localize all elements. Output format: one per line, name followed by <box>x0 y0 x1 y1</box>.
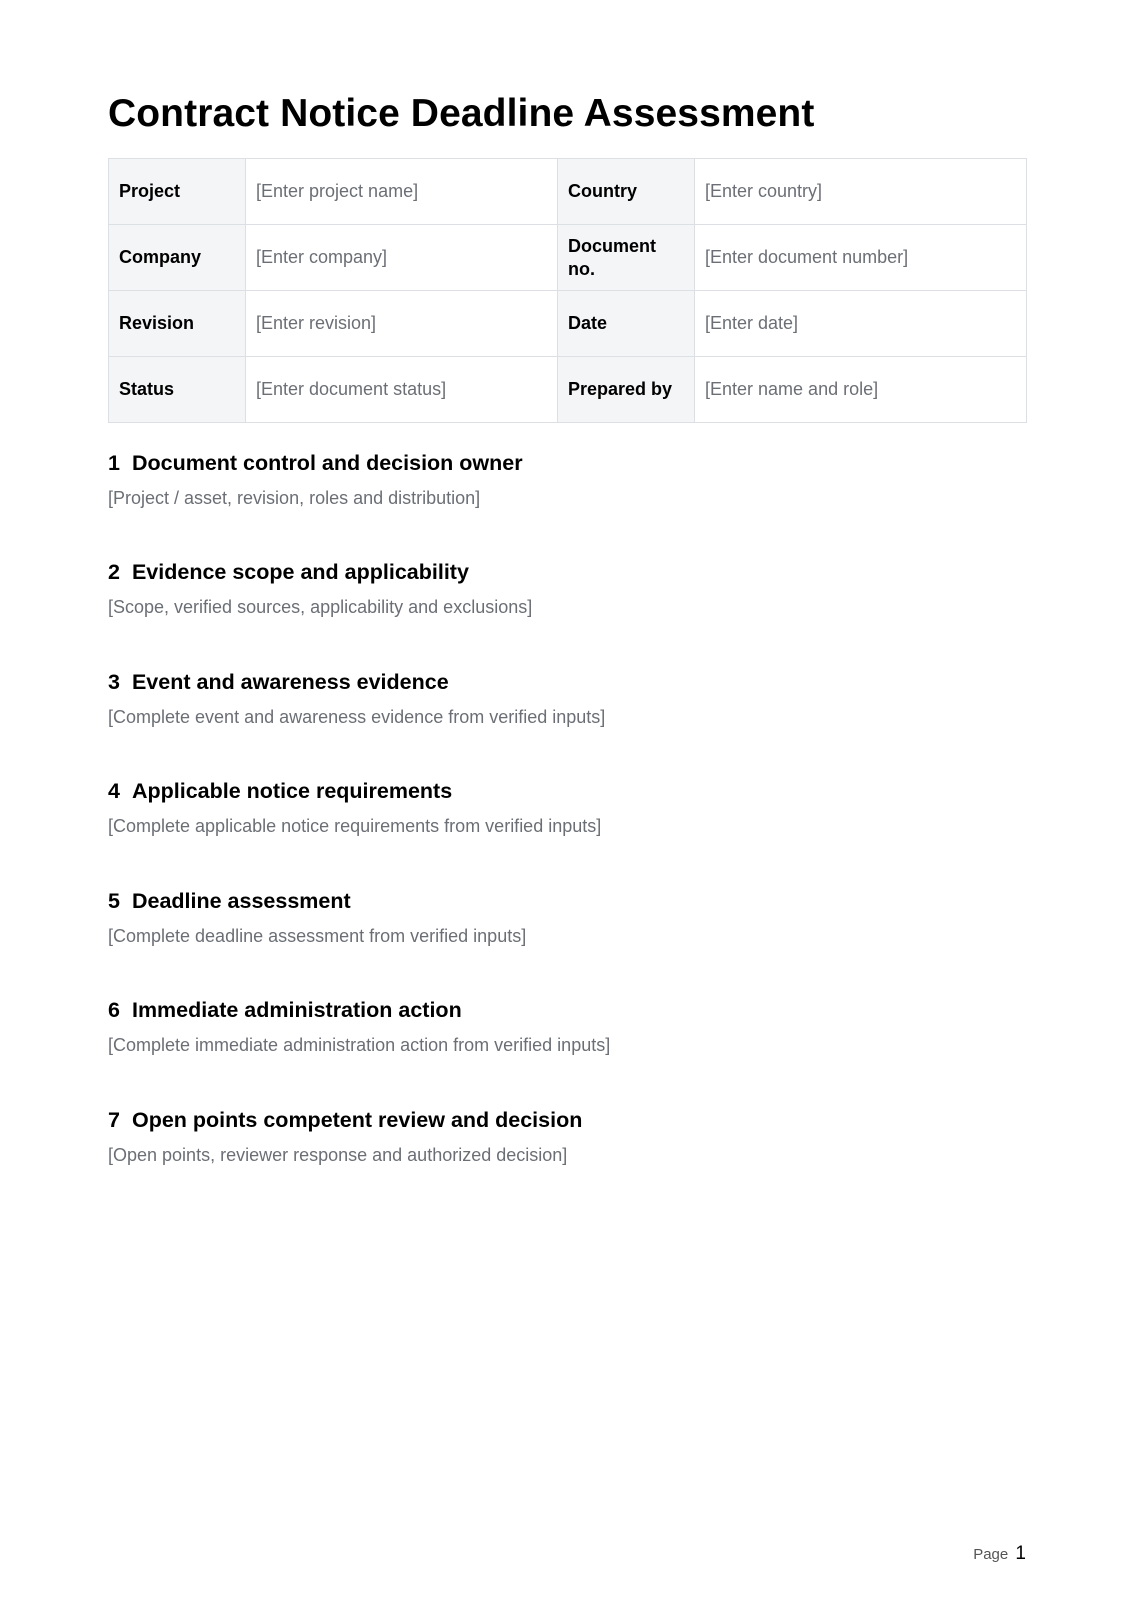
section-title: Document control and decision owner <box>131 451 523 475</box>
section-deadline-assessment <box>108 887 1026 948</box>
section-immediate-action <box>108 996 1026 1057</box>
status-field[interactable]: [Enter document status] <box>246 357 558 423</box>
section-placeholder[interactable]: [Complete event and awareness evidence from verified inputs] <box>108 707 606 727</box>
section-number: 7 <box>108 1108 120 1132</box>
prepared-by-label: Prepared by <box>558 357 695 423</box>
revision-field[interactable]: [Enter revision] <box>246 291 558 357</box>
document-number-label: Document no. <box>558 225 695 291</box>
section-placeholder[interactable]: [Open points, reviewer response and authorized decision] <box>108 1145 568 1165</box>
section-number: 5 <box>108 889 120 913</box>
section-heading <box>108 777 1026 805</box>
section-placeholder[interactable]: [Complete applicable notice requirements from verified inputs] <box>108 816 602 836</box>
date-field[interactable]: [Enter date] <box>695 291 1027 357</box>
section-title: Applicable notice requirements <box>131 779 453 803</box>
section-event-evidence <box>108 668 1026 729</box>
section-title: Event and awareness evidence <box>131 670 449 694</box>
section-evidence-scope <box>108 558 1026 619</box>
section-heading <box>108 668 1026 696</box>
section-placeholder[interactable]: [Complete immediate administration action from verified inputs] <box>108 1035 611 1055</box>
metadata-row <box>109 291 1027 357</box>
metadata-row <box>109 225 1027 291</box>
section-number: 6 <box>108 998 120 1022</box>
country-field[interactable]: [Enter country] <box>695 159 1027 225</box>
section-notice-requirements <box>108 777 1026 838</box>
section-number: 3 <box>108 670 120 694</box>
section-document-control <box>108 449 1026 510</box>
company-label: Company <box>109 225 246 291</box>
section-placeholder[interactable]: [Scope, verified sources, applicability and exclusions] <box>108 597 533 617</box>
prepared-by-field[interactable]: [Enter name and role] <box>695 357 1027 423</box>
company-field[interactable]: [Enter company] <box>246 225 558 291</box>
page-number: 1 <box>1015 1543 1026 1564</box>
section-placeholder[interactable]: [Complete deadline assessment from verified inputs] <box>108 926 527 946</box>
section-title: Evidence scope and applicability <box>131 560 469 584</box>
section-heading <box>108 887 1026 915</box>
document-number-field[interactable]: [Enter document number] <box>695 225 1027 291</box>
page-label: Page <box>973 1546 1009 1563</box>
section-open-points <box>108 1106 1026 1167</box>
country-label: Country <box>558 159 695 225</box>
section-heading <box>108 449 1026 477</box>
section-heading <box>108 558 1026 586</box>
section-placeholder[interactable]: [Project / asset, revision, roles and distribution] <box>108 488 481 508</box>
section-heading <box>108 996 1026 1024</box>
project-label: Project <box>109 159 246 225</box>
section-number: 4 <box>108 779 120 803</box>
section-title: Immediate administration action <box>131 998 462 1022</box>
page-footer <box>973 1543 1026 1565</box>
metadata-row <box>109 159 1027 225</box>
section-number: 1 <box>108 451 120 475</box>
status-label: Status <box>109 357 246 423</box>
section-heading <box>108 1106 1026 1134</box>
date-label: Date <box>558 291 695 357</box>
revision-label: Revision <box>109 291 246 357</box>
project-field[interactable]: [Enter project name] <box>246 159 558 225</box>
section-title: Deadline assessment <box>131 889 351 913</box>
section-title: Open points competent review and decision <box>131 1108 583 1132</box>
section-number: 2 <box>108 560 120 584</box>
document-metadata-table <box>108 158 1027 423</box>
document-title: Contract Notice Deadline Assessment <box>108 92 815 135</box>
metadata-row <box>109 357 1027 423</box>
